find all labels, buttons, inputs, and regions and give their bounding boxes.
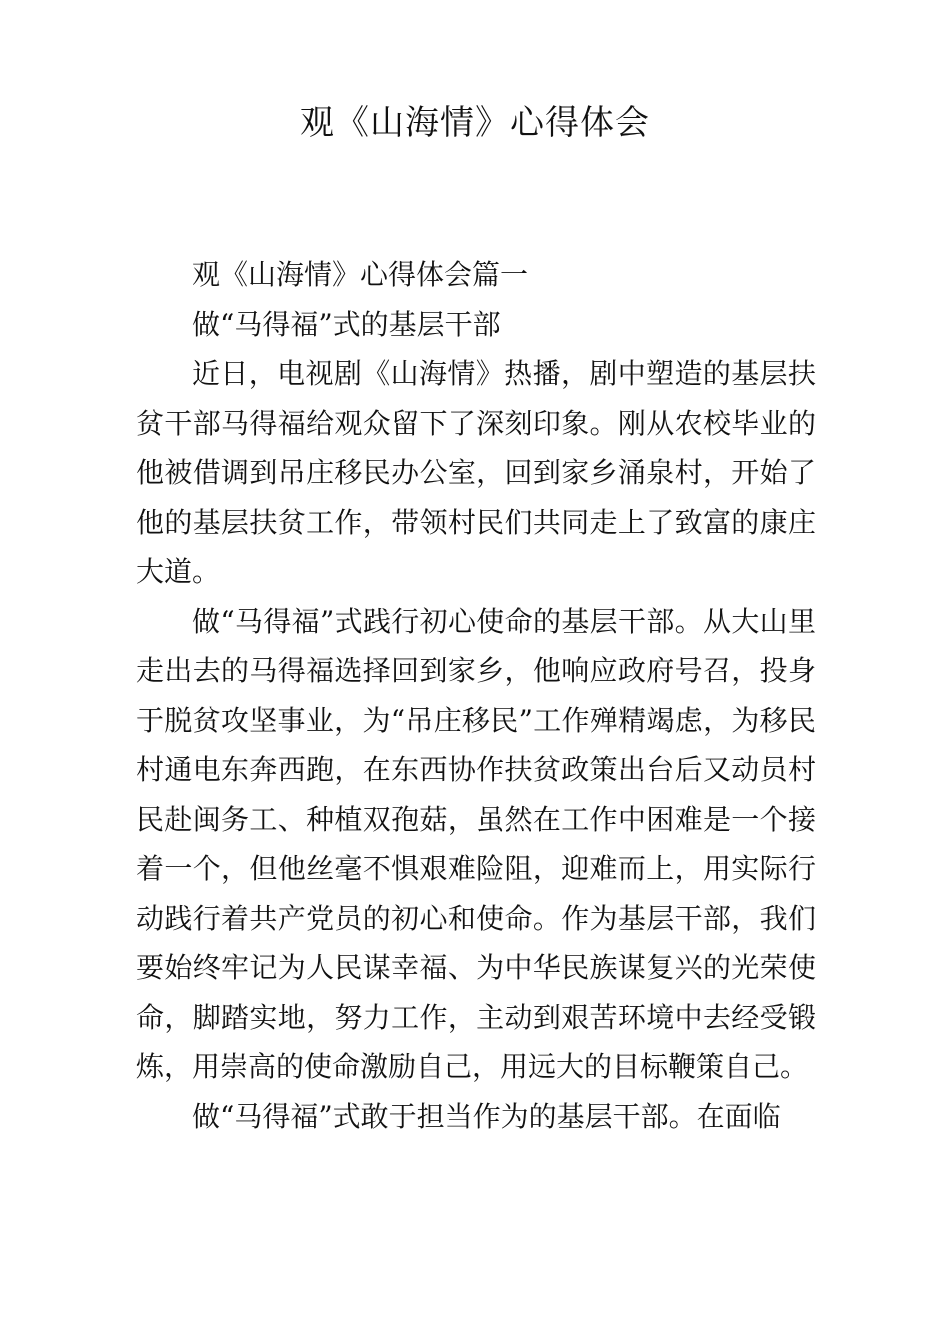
paragraph: 近日，电视剧《山海情》热播，剧中塑造的基层扶贫干部马得福给观众留下了深刻印象。刚从农校毕业的他被借调到吊庄移民办公室，回到家乡涌泉村，开始了他的基层扶贫工作，带领村民们共同走上了致富的康庄大道。 (136, 357, 816, 588)
paragraph: 做“马得福”式践行初心使命的基层干部。从大山里走出去的马得福选择回到家乡，他响应政府号召，投身于脱贫攻坚事业，为“吊庄移民”工作殚精竭虑，为移民村通电东奔西跑，在东西协作扶贫政策出台后又动员村民赴闽务工、种植双孢菇，虽然在工作中困难是一个接着一个，但他丝毫不惧艰难险阻，迎难而上，用实际行动践行着共产党员的初心和使命。作为基层干部，我们要始终牢记为人民谋幸福、为中华民族谋复兴的光荣使命，脚踏实地，努力工作，主动到艰苦环境中去经受锻炼，用崇高的使命激励自己，用远大的目标鞭策自己。 (136, 604, 816, 1083)
paragraph: 做“马得福”式敢于担当作为的基层干部。在面临 (192, 1099, 781, 1133)
section-heading: 观《山海情》心得体会篇一 (192, 258, 529, 291)
subheading: 做“马得福”式的基层干部 (192, 307, 501, 341)
document-body (136, 250, 816, 1141)
document-title: 观《山海情》心得体会 (300, 103, 650, 143)
